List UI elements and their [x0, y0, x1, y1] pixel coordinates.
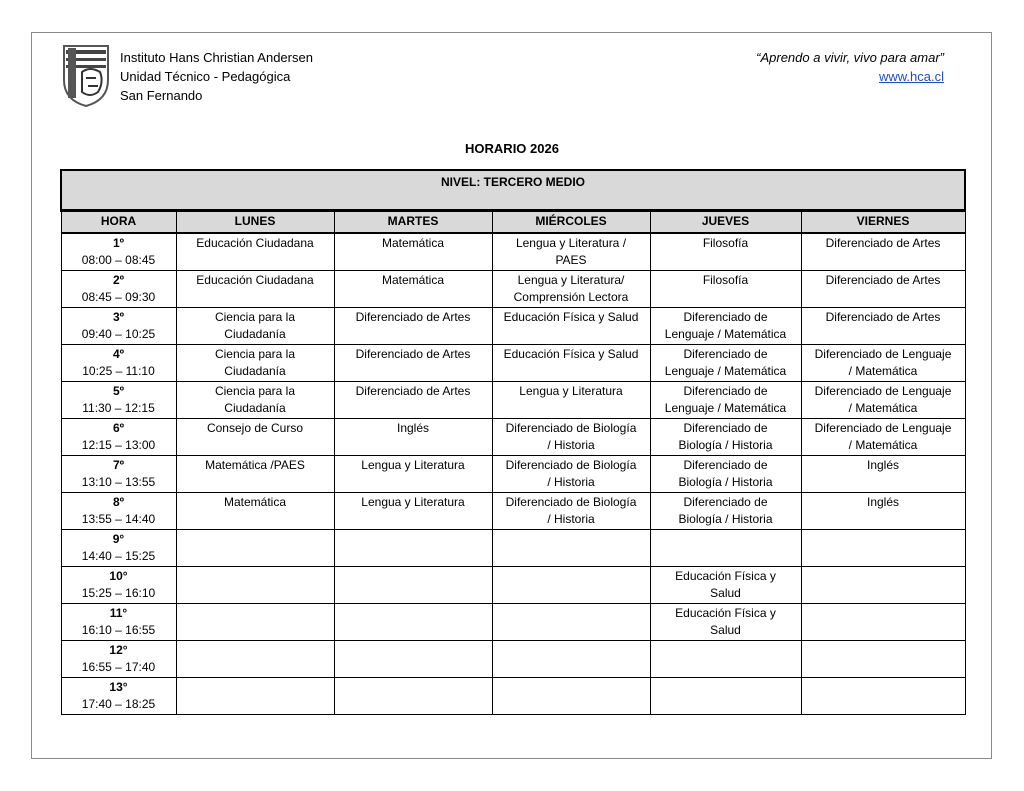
subject-cell — [176, 678, 334, 715]
table-row — [61, 271, 965, 308]
subject-cell: Diferenciado de Biología / Historia — [492, 419, 650, 456]
subject-cell: Matemática — [176, 493, 334, 530]
subject-cell: Educación Física y Salud — [492, 308, 650, 345]
period-time: 13:55 – 14:40 — [81, 512, 156, 526]
subject-cell — [334, 530, 492, 567]
subject-cell: Inglés — [801, 456, 965, 493]
period-time: 12:15 – 13:00 — [81, 438, 156, 452]
header-motto-block — [756, 48, 944, 86]
subject-cell — [801, 604, 965, 641]
subject-cell: Diferenciado de Lenguaje / Matemática — [650, 308, 801, 345]
hour-cell — [61, 419, 176, 456]
column-header-lunes: LUNES — [176, 211, 334, 234]
subject-cell: Educación Ciudadana — [176, 233, 334, 271]
subject-cell — [176, 604, 334, 641]
period-number: 1º — [112, 236, 125, 250]
subject-cell — [801, 567, 965, 604]
hour-cell — [61, 233, 176, 271]
subject-cell: Lengua y Literatura — [492, 382, 650, 419]
table-row — [61, 604, 965, 641]
hour-cell — [61, 567, 176, 604]
subject-cell: Educación Física y Salud — [492, 345, 650, 382]
subject-cell: Diferenciado de Artes — [334, 308, 492, 345]
period-number: 2º — [112, 273, 125, 287]
subject-cell: Diferenciado de Lenguaje / Matemática — [801, 419, 965, 456]
column-header-viernes: VIERNES — [801, 211, 965, 234]
subject-cell: Diferenciado de Lenguaje / Matemática — [801, 345, 965, 382]
table-row — [61, 493, 965, 530]
column-header-row — [61, 211, 965, 234]
period-time: 15:25 – 16:10 — [81, 586, 156, 600]
period-number: 12° — [109, 643, 128, 657]
subject-cell — [492, 678, 650, 715]
subject-cell: Diferenciado de Lenguaje / Matemática — [801, 382, 965, 419]
subject-cell: Lengua y Literatura — [334, 456, 492, 493]
period-number: 13° — [109, 680, 128, 694]
subject-cell: Lengua y Literatura/ Comprensión Lectora — [492, 271, 650, 308]
subject-cell — [650, 641, 801, 678]
subject-cell — [492, 567, 650, 604]
hour-cell — [61, 530, 176, 567]
subject-cell: Diferenciado de Lenguaje / Matemática — [650, 345, 801, 382]
subject-cell: Diferenciado de Biología / Historia — [650, 456, 801, 493]
subject-cell: Matemática — [334, 271, 492, 308]
subject-cell — [801, 641, 965, 678]
subject-cell — [334, 604, 492, 641]
period-time: 09:40 – 10:25 — [81, 327, 156, 341]
schedule-title: HORARIO 2026 — [465, 141, 559, 156]
subject-cell: Diferenciado de Artes — [801, 233, 965, 271]
table-row — [61, 419, 965, 456]
website-link[interactable]: www.hca.cl — [878, 69, 944, 84]
subject-cell: Diferenciado de Lenguaje / Matemática — [650, 382, 801, 419]
hour-cell — [61, 345, 176, 382]
hour-cell — [61, 456, 176, 493]
subject-cell — [650, 678, 801, 715]
period-time: 16:55 – 17:40 — [81, 660, 156, 674]
subject-cell — [801, 530, 965, 567]
subject-cell: Ciencia para la Ciudadanía — [176, 345, 334, 382]
subject-cell: Diferenciado de Biología / Historia — [650, 419, 801, 456]
subject-cell — [176, 567, 334, 604]
table-row — [61, 456, 965, 493]
unit-name: Unidad Técnico - Pedagógica — [120, 69, 291, 84]
column-header-miercoles: MIÉRCOLES — [492, 211, 650, 234]
hour-cell — [61, 271, 176, 308]
subject-cell: Educación Física y Salud — [650, 567, 801, 604]
period-time: 10:25 – 11:10 — [82, 364, 155, 378]
table-row — [61, 567, 965, 604]
subject-cell — [334, 567, 492, 604]
period-number: 6º — [112, 421, 125, 435]
subject-cell: Filosofía — [650, 233, 801, 271]
period-time: 08:45 – 09:30 — [81, 290, 156, 304]
subject-cell: Diferenciado de Artes — [334, 382, 492, 419]
hour-cell — [61, 308, 176, 345]
period-time: 16:10 – 16:55 — [81, 623, 156, 637]
table-row — [61, 641, 965, 678]
table-row — [61, 382, 965, 419]
period-number: 10° — [109, 569, 128, 583]
hour-cell — [61, 641, 176, 678]
subject-cell — [650, 530, 801, 567]
subject-cell: Diferenciado de Biología / Historia — [492, 493, 650, 530]
subject-cell — [334, 678, 492, 715]
period-number: 4º — [112, 347, 125, 361]
subject-cell — [801, 678, 965, 715]
subject-cell: Inglés — [334, 419, 492, 456]
subject-cell: Lengua y Literatura / PAES — [492, 233, 650, 271]
subject-cell — [334, 641, 492, 678]
period-number: 8º — [112, 495, 125, 509]
subject-cell — [492, 641, 650, 678]
hour-cell — [61, 604, 176, 641]
schedule-table — [60, 169, 966, 715]
hour-cell — [61, 493, 176, 530]
subject-cell: Inglés — [801, 493, 965, 530]
subject-cell: Diferenciado de Artes — [334, 345, 492, 382]
period-time: 13:10 – 13:55 — [81, 475, 156, 489]
period-time: 11:30 – 12:15 — [82, 401, 155, 415]
subject-cell — [176, 641, 334, 678]
period-time: 08:00 – 08:45 — [81, 253, 156, 267]
subject-cell: Diferenciado de Biología / Historia — [492, 456, 650, 493]
column-header-jueves: JUEVES — [650, 211, 801, 234]
subject-cell — [492, 604, 650, 641]
period-number: 9° — [112, 532, 125, 546]
table-row — [61, 233, 965, 271]
table-row — [61, 308, 965, 345]
hour-cell — [61, 678, 176, 715]
table-row — [61, 345, 965, 382]
table-row — [61, 678, 965, 715]
period-number: 5º — [112, 384, 125, 398]
period-time: 14:40 – 15:25 — [81, 549, 156, 563]
city-name: San Fernando — [120, 88, 203, 103]
period-number: 3º — [112, 310, 125, 324]
column-header-martes: MARTES — [334, 211, 492, 234]
subject-cell: Ciencia para la Ciudadanía — [176, 382, 334, 419]
motto: “Aprendo a vivir, vivo para amar” — [756, 50, 944, 65]
period-number: 7º — [112, 458, 125, 472]
subject-cell — [176, 530, 334, 567]
level-row — [61, 170, 965, 211]
subject-cell: Consejo de Curso — [176, 419, 334, 456]
subject-cell: Educación Ciudadana — [176, 271, 334, 308]
subject-cell: Diferenciado de Artes — [801, 308, 965, 345]
school-crest-icon — [60, 44, 112, 108]
subject-cell: Lengua y Literatura — [334, 493, 492, 530]
subject-cell: Filosofía — [650, 271, 801, 308]
subject-cell: Diferenciado de Biología / Historia — [650, 493, 801, 530]
level-label: NIVEL: TERCERO MEDIO — [61, 170, 965, 211]
hour-cell — [61, 382, 176, 419]
period-time: 17:40 – 18:25 — [81, 697, 156, 711]
subject-cell: Matemática — [334, 233, 492, 271]
subject-cell: Educación Física y Salud — [650, 604, 801, 641]
period-number: 11° — [109, 606, 128, 620]
header-institution-block — [120, 48, 313, 105]
subject-cell: Diferenciado de Artes — [801, 271, 965, 308]
subject-cell: Ciencia para la Ciudadanía — [176, 308, 334, 345]
table-row — [61, 530, 965, 567]
column-header-hora: HORA — [61, 211, 176, 234]
subject-cell — [492, 530, 650, 567]
institution-name: Instituto Hans Christian Andersen — [120, 50, 313, 65]
subject-cell: Matemática /PAES — [176, 456, 334, 493]
